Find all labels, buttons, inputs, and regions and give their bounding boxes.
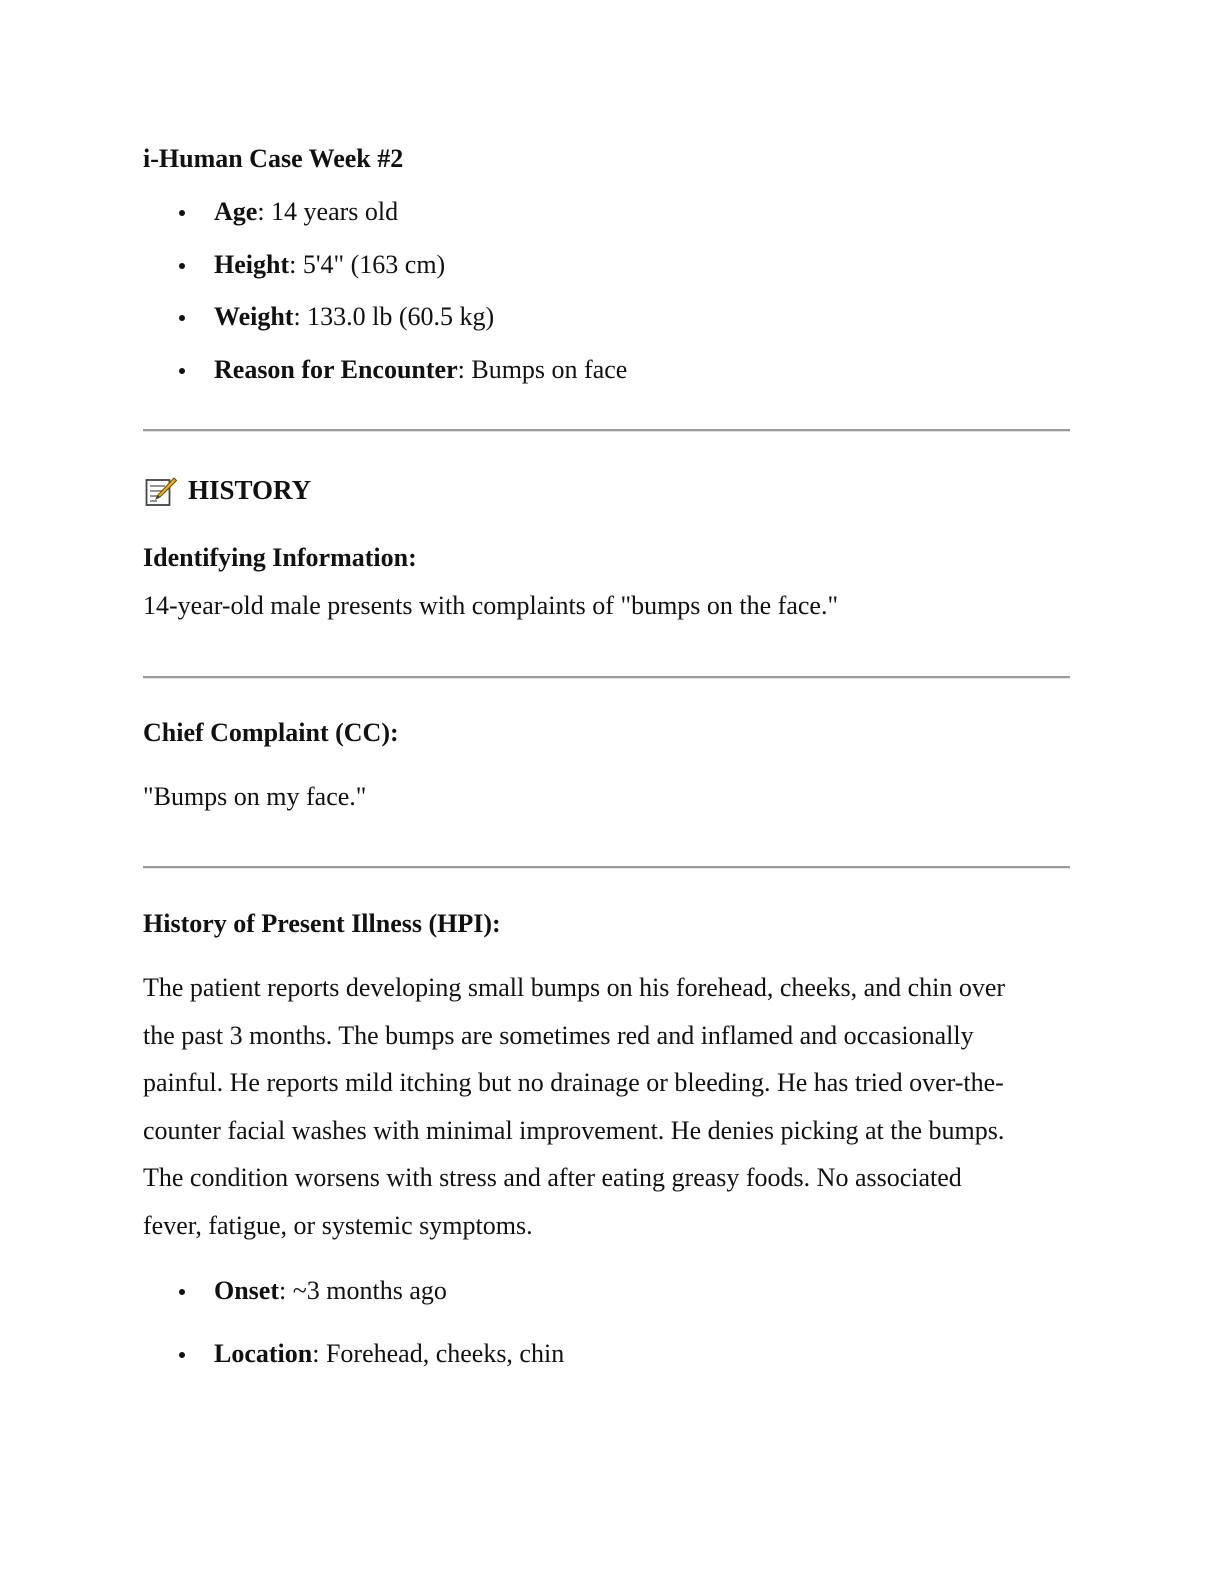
bullet-icon: [179, 368, 185, 374]
hpi-line: painful. He reports mild itching but no drainage or bleeding. He has tried over-the-: [143, 1068, 1004, 1098]
height-label: Height: [214, 250, 290, 279]
list-item-location: [214, 1337, 564, 1371]
history-title: HISTORY: [188, 475, 312, 505]
hpi-line: fever, fatigue, or systemic symptoms.: [143, 1210, 533, 1240]
bullet-icon: [179, 1289, 185, 1295]
weight-label: Weight: [214, 302, 294, 331]
hpi-line: The patient reports developing small bumps on his forehead, cheeks, and chin over: [143, 973, 1006, 1002]
identifying-text: 14-year-old male presents with complaints of "bumps on the face.": [143, 591, 839, 620]
list-item-age: [214, 195, 398, 229]
chief-complaint-heading: Chief Complaint (CC):: [143, 718, 399, 747]
hpi-line: counter facial washes with minimal improvement. He denies picking at the bumps.: [143, 1115, 1005, 1145]
hpi-line: The condition worsens with stress and after eating greasy foods. No associated: [143, 1163, 962, 1193]
section-divider: [143, 429, 1070, 432]
onset-value: : ~3 months ago: [279, 1276, 447, 1305]
list-item-height: [214, 248, 445, 282]
bullet-icon: [179, 315, 185, 321]
list-item-onset: [214, 1274, 447, 1308]
reason-label: Reason for Encounter: [214, 355, 458, 384]
age-value: : 14 years old: [257, 197, 399, 226]
case-title: i-Human Case Week #2: [143, 144, 404, 173]
section-divider: [143, 676, 1070, 679]
age-label: Age: [214, 197, 258, 226]
hpi-heading: History of Present Illness (HPI):: [143, 909, 501, 938]
section-divider: [143, 866, 1070, 869]
hpi-line: the past 3 months. The bumps are sometimes red and inflamed and occasionally: [143, 1020, 974, 1050]
location-label: Location: [214, 1339, 313, 1368]
bullet-icon: [179, 1352, 185, 1358]
location-value: : Forehead, cheeks, chin: [312, 1339, 565, 1368]
list-item-reason: [214, 353, 627, 387]
height-value: : 5'4" (163 cm): [289, 250, 446, 279]
bullet-icon: [179, 263, 185, 269]
chief-complaint-text: "Bumps on my face.": [143, 782, 367, 811]
reason-value: : Bumps on face: [457, 355, 628, 384]
memo-icon: [145, 476, 177, 506]
bullet-icon: [179, 210, 185, 216]
weight-value: : 133.0 lb (60.5 kg): [293, 302, 495, 331]
list-item-weight: [214, 300, 494, 334]
identifying-heading: Identifying Information:: [143, 543, 417, 572]
hpi-paragraph: [143, 970, 1005, 1256]
onset-label: Onset: [214, 1276, 279, 1305]
